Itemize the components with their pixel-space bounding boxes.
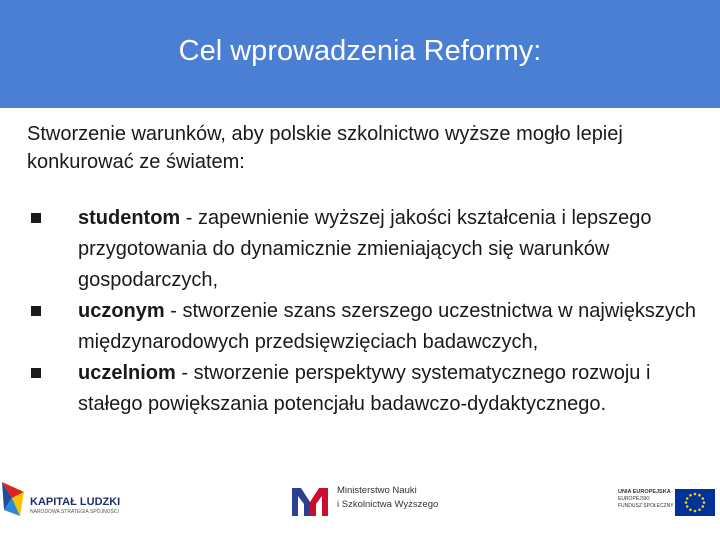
eu-line1: UNIA EUROPEJSKA	[618, 489, 671, 495]
ministry-line2: i Szkolnictwa Wyższego	[337, 499, 439, 510]
eu-flag-icon	[675, 489, 715, 516]
footer-logos	[0, 466, 720, 540]
eu-line2: EUROPEJSKI	[618, 496, 650, 502]
title-bar	[0, 0, 720, 108]
square-bullet-icon	[31, 306, 41, 316]
eu-text	[618, 489, 674, 510]
bullet-term: uczonym	[78, 300, 165, 322]
intro-text: Stworzenie warunków, aby polskie szkolnictwo wyższe mogło lepiej konkurować ze światem:	[27, 123, 623, 173]
slide-title: Cel wprowadzenia Reformy:	[178, 35, 542, 67]
bullet-text: - stworzenie perspektywy systematycznego rozwoju i stałego powiększania potencjału badawczo-dydaktycznego.	[78, 362, 651, 415]
ministry-logo	[292, 480, 452, 526]
square-bullet-icon	[31, 213, 41, 223]
bullet-term: studentom	[78, 207, 181, 229]
ministry-line1: Ministerstwo Nauki	[337, 485, 417, 496]
bullet-list	[27, 203, 707, 420]
kapital-ludzki-subtitle: NARODOWA STRATEGIA SPÓJNOŚCI	[30, 509, 119, 515]
kapital-ludzki-star-icon	[0, 480, 28, 520]
bullet-term: uczelniom	[78, 362, 176, 384]
eu-line3: FUNDUSZ SPOŁECZNY	[618, 503, 674, 509]
kapital-ludzki-title: KAPITAŁ LUDZKI	[30, 496, 121, 508]
ministry-emblem-icon	[292, 486, 328, 516]
bullet-item-scholars	[27, 296, 707, 358]
eu-logo	[618, 484, 718, 524]
kapital-ludzki-logo	[0, 474, 130, 524]
square-bullet-icon	[31, 368, 41, 378]
ministry-name	[337, 484, 438, 512]
bullet-text: - zapewnienie wyższej jakości kształcenia i lepszego przygotowania do dynamicznie zmieniających się warunków gospodarczych,	[78, 207, 652, 291]
bullet-item-universities	[27, 358, 707, 420]
bullet-text: - stworzenie szans szerszego uczestnictwa w największych międzynarodowych przedsięwzięciach badawczych,	[78, 300, 696, 353]
bullet-item-students	[27, 203, 707, 296]
